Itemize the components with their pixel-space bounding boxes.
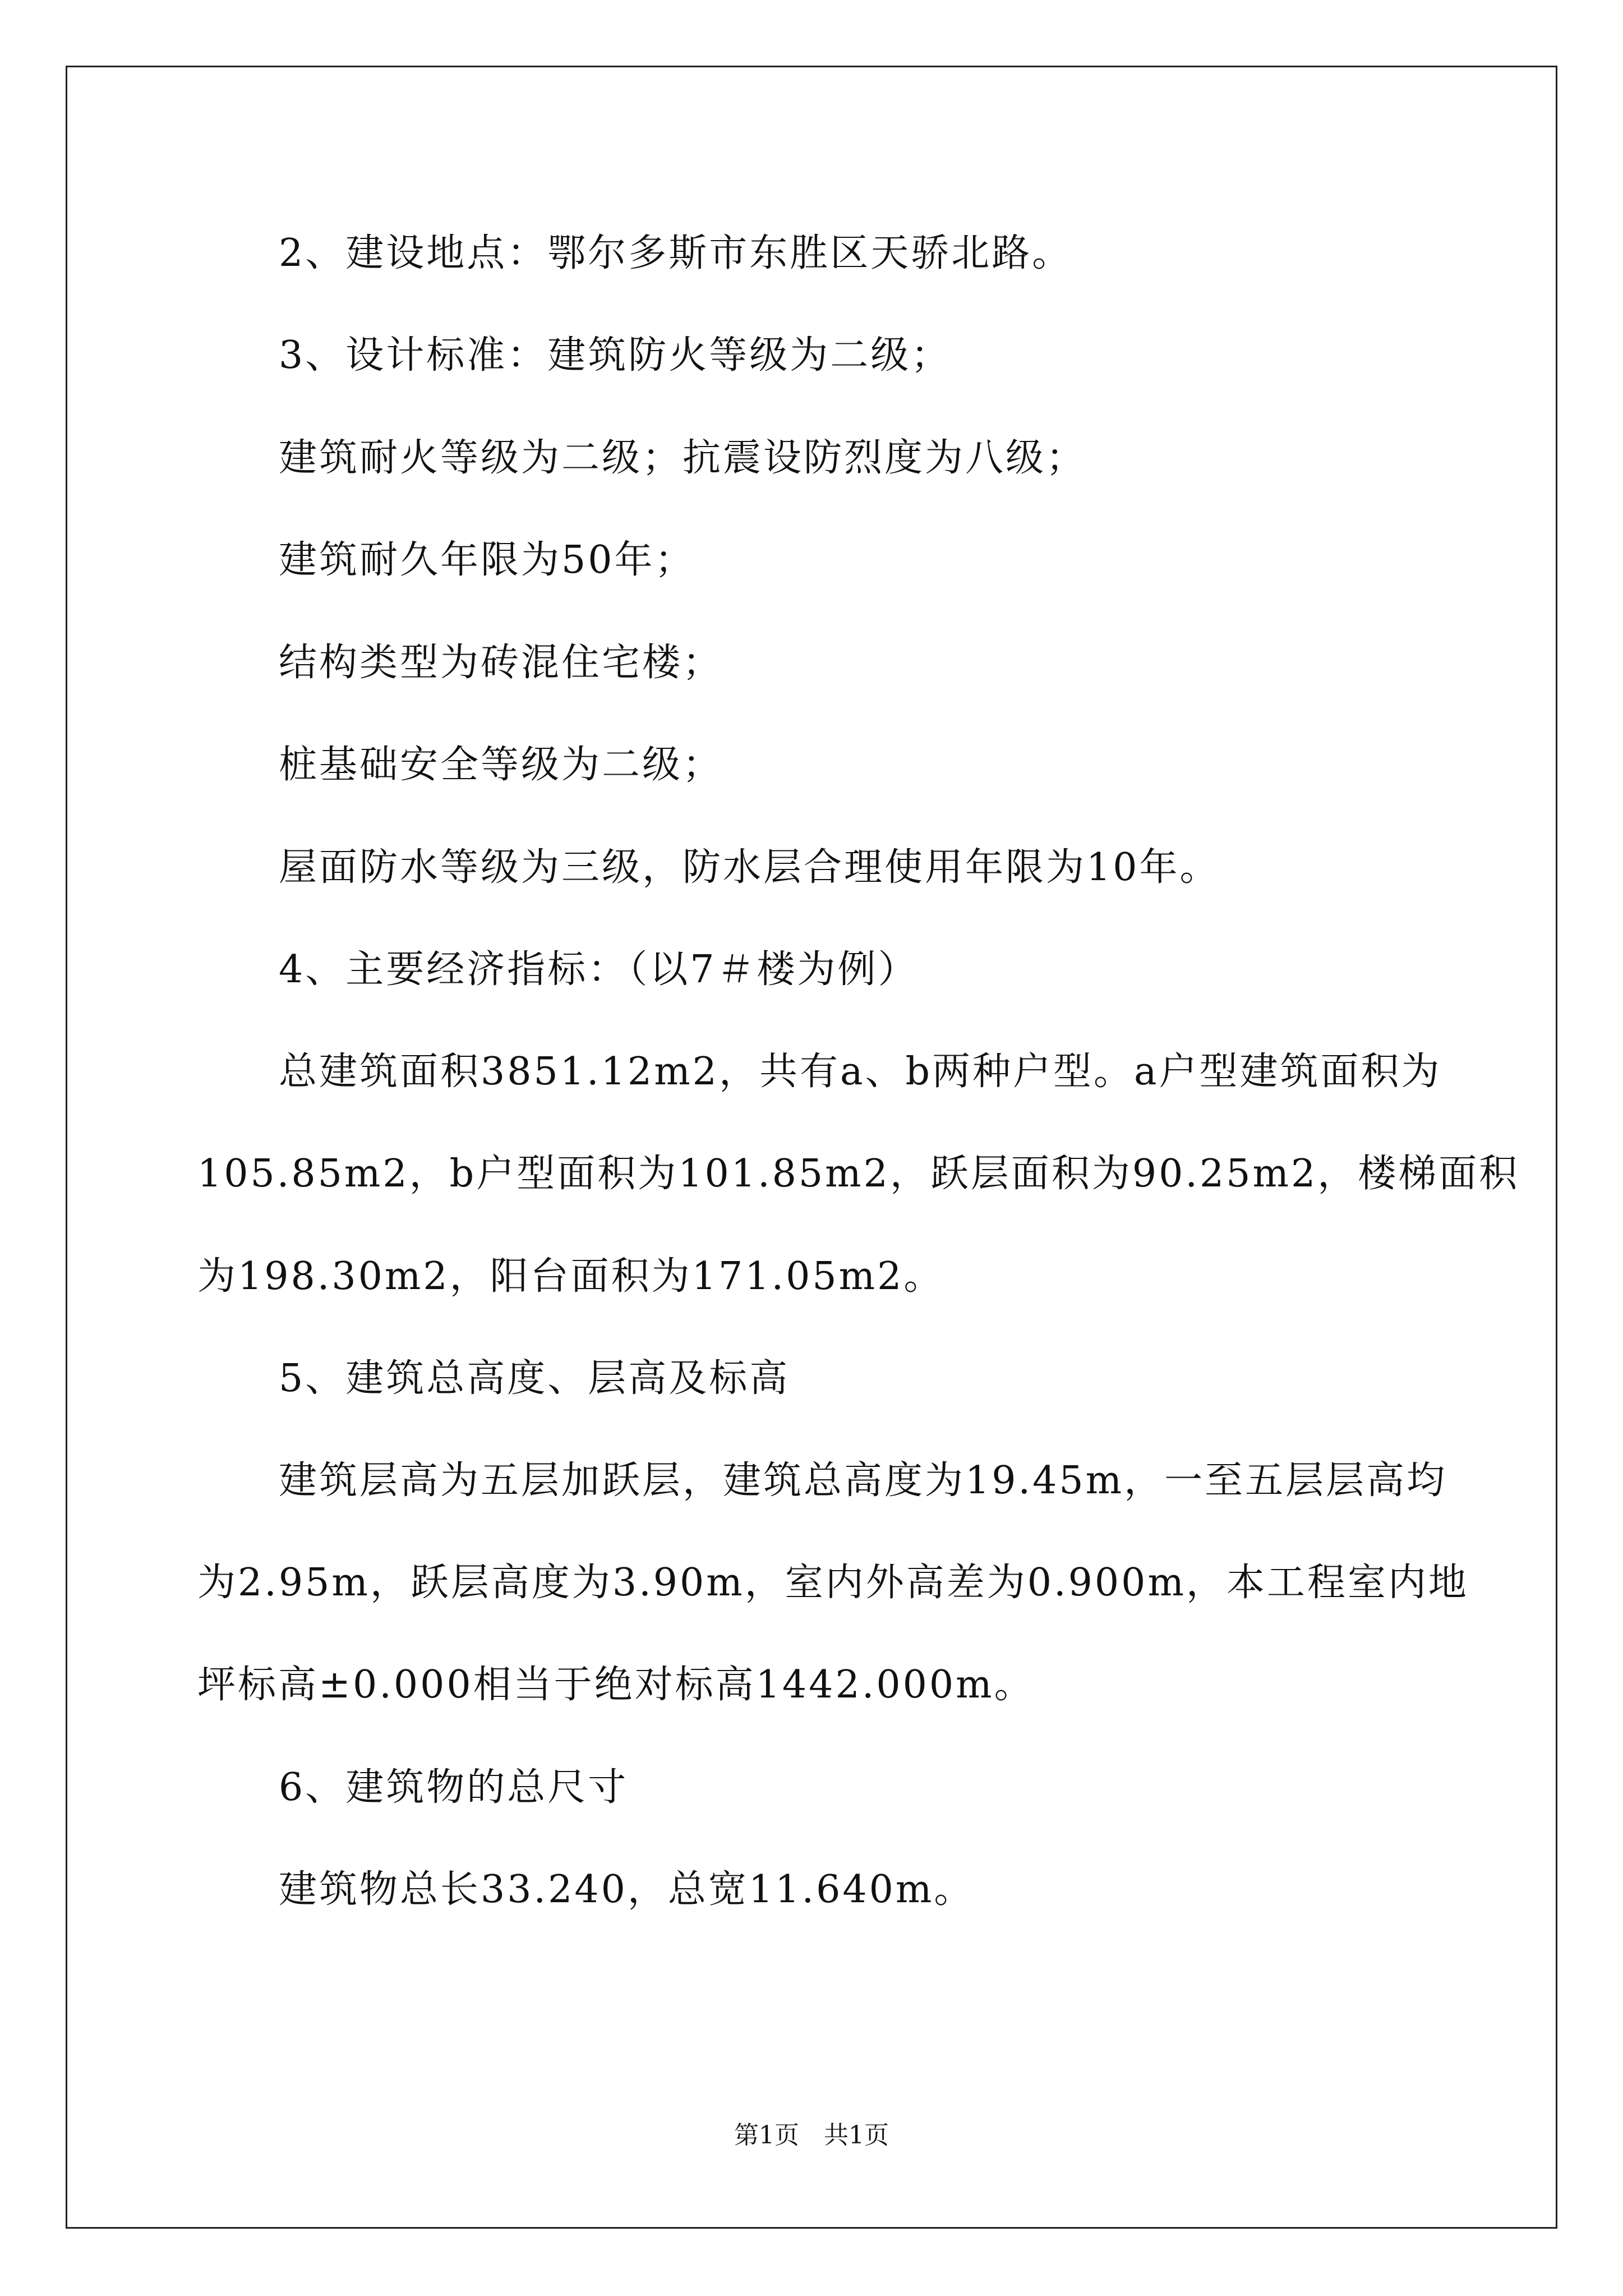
paragraph-height-line-3: 坪标高±0.000相当于绝对标高1442.000m。 <box>197 1663 1035 1707</box>
paragraph-total-dimensions: 建筑物总长33.240，总宽11.640m。 <box>279 1867 975 1912</box>
paragraph-structure-type: 结构类型为砖混住宅楼； <box>279 641 723 685</box>
heading-total-dimensions: 6、建筑物的总尺寸 <box>279 1765 629 1810</box>
paragraph-fire-resistance: 建筑耐火等级为二级；抗震设防烈度为八级； <box>279 436 1087 480</box>
paragraph-roof-waterproof: 屋面防水等级为三级，防水层合理使用年限为10年。 <box>279 845 1220 890</box>
paragraph-height-line-1: 建筑层高为五层加跃层，建筑总高度为19.45m，一至五层层高均 <box>279 1458 1447 1503</box>
heading-height-elevation: 5、建筑总高度、层高及标高 <box>279 1356 790 1401</box>
paragraph-location: 2、建设地点：鄂尔多斯市东胜区天骄北路。 <box>279 231 1073 275</box>
paragraph-design-standard: 3、设计标准：建筑防火等级为二级； <box>279 333 952 378</box>
heading-economic-indicators: 4、主要经济指标：（以7＃楼为例） <box>279 947 919 992</box>
paragraph-area-line-1: 总建筑面积3851.12m2，共有a、b两种户型。a户型建筑面积为 <box>279 1050 1442 1094</box>
paragraph-durability: 建筑耐久年限为50年； <box>279 538 695 582</box>
paragraph-area-line-2: 105.85m2，b户型面积为101.85m2，跃层面积为90.25m2，楼梯面积 <box>197 1152 1520 1196</box>
paragraph-pile-foundation: 桩基础安全等级为二级； <box>279 743 723 787</box>
paragraph-area-line-3: 为198.30m2，阳台面积为171.05m2。 <box>197 1254 944 1299</box>
page-footer: 第1页 共1页 <box>734 2121 889 2150</box>
paragraph-height-line-2: 为2.95m，跃层高度为3.90m，室内外高差为0.900m，本工程室内地 <box>197 1561 1469 1605</box>
